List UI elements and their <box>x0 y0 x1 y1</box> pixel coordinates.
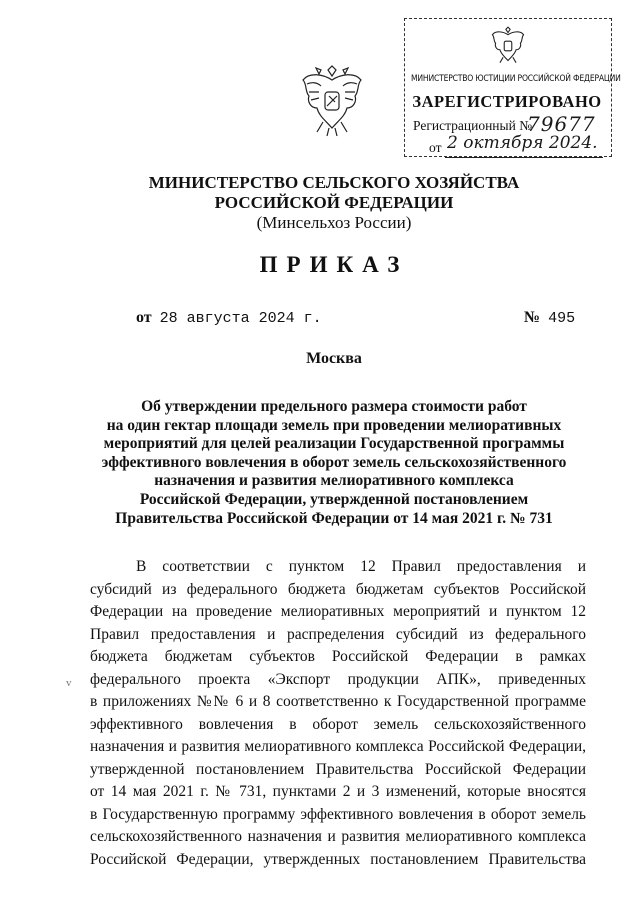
body-line: в приложениях №№ 6 и 8 соответственно к Государственной программе <box>90 693 586 710</box>
subject-line: назначения и развития мелиоративного комплекса <box>154 472 514 490</box>
order-number-value: 495 <box>548 310 576 327</box>
ministry-name-line-2: РОССИЙСКОЙ ФЕДЕРАЦИИ <box>214 193 454 212</box>
body-line: сельскохозяйственного назначения и развития мелиоративного комплекса <box>90 828 586 845</box>
body-line: Российской Федерации, утвержденных постановлением Правительства <box>90 850 586 868</box>
subject-line: Правительства Российской Федерации от 14 мая 2021 г. № 731 <box>115 509 553 527</box>
body-line: бюджета бюджетам субъектов Российской Федерации в рамках <box>90 648 586 665</box>
subject-line: мероприятий для целей реализации Государственной программы <box>103 435 565 453</box>
body-line: в Государственную программу эффективного вовлечения в оборот земель <box>90 805 586 823</box>
stamp-status: ЗАРЕГИСТРИРОВАНО <box>412 92 602 111</box>
body-line: федерального проекта «Экспорт продукции АПК», приведенных <box>90 670 586 688</box>
body-line: утвержденной постановлением Правительства Российской Федерации <box>90 760 586 778</box>
subject-line: эффективного вовлечения в оборот земель сельскохозяйственного <box>101 453 567 471</box>
body-line: Федерации на проведение мелиоративных мероприятий и пунктом 12 <box>90 603 586 620</box>
stamp-date-value: 2 октября 2024. <box>447 133 598 153</box>
document-title: ПРИКАЗ <box>259 252 409 277</box>
order-subject <box>80 398 588 528</box>
ministry-name-line-1: МИНИСТЕРСТВО СЕЛЬСКОГО ХОЗЯЙСТВА <box>148 173 520 192</box>
stamp-date-underline <box>445 157 603 158</box>
stamp-ministry-name: МИНИСТЕРСТВО ЮСТИЦИИ РОССИЙСКОЙ ФЕДЕРАЦИИ <box>411 74 621 84</box>
order-date-label: от <box>136 309 152 326</box>
order-date <box>136 309 322 327</box>
order-date-value: 28 августа 2024 г. <box>159 310 322 327</box>
subject-line: Об утверждении предельного размера стоимости работ <box>141 398 527 415</box>
body-paragraph <box>90 556 586 871</box>
ministry-header <box>60 173 608 233</box>
body-line: субсидий из федерального бюджета бюджетам субъектов Российской <box>90 580 586 598</box>
city: Москва <box>306 350 362 367</box>
subject-line: на один гектар площади земель при проведении мелиоративных <box>106 416 562 434</box>
registration-stamp <box>404 18 621 157</box>
stamp-registration-label: Регистрационный № <box>413 118 533 133</box>
ministry-short-name: (Минсельхоз России) <box>256 213 412 232</box>
subject-line: Российской Федерации, утвержденной постановлением <box>139 490 529 508</box>
russian-coat-of-arms-icon <box>299 62 365 140</box>
body-line: эффективного вовлечения в оборот земель сельскохозяйственного <box>90 715 586 733</box>
order-number <box>524 309 575 327</box>
body-line: назначения и развития мелиоративного комплекса Российской Федерации, <box>90 738 586 755</box>
order-number-label: № <box>524 309 541 326</box>
body-line: В соответствии с пунктом 12 Правил предоставления и <box>136 558 586 575</box>
stamp-date-label: от <box>429 140 442 155</box>
body-line: от 14 мая 2021 г. № 731, пунктами 2 и 3 изменений, которые вносятся <box>90 783 586 800</box>
body-line: Правил предоставления и распределения субсидий из федерального <box>90 625 586 643</box>
margin-mark: v <box>66 677 72 689</box>
russian-coat-of-arms-icon <box>490 25 526 67</box>
stamp-registration-number: 79677 <box>527 112 596 136</box>
